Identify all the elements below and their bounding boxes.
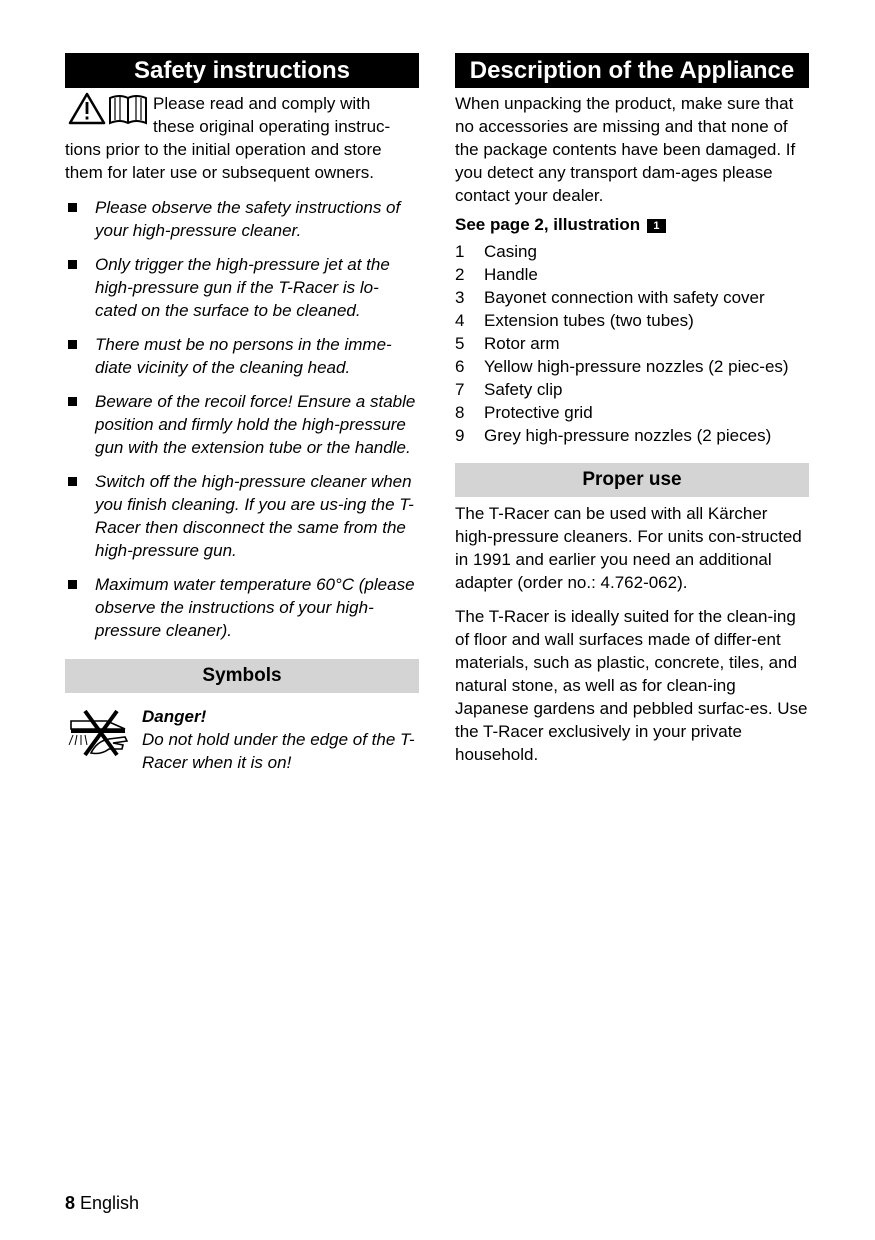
footer-language: English — [80, 1193, 140, 1213]
page-number: 8 — [65, 1193, 76, 1213]
safety-bullet: Beware of the recoil force! Ensure a stable position and firmly hold the high-pressure gun with the extension tube or the handle. — [65, 390, 419, 459]
bullet-square-icon — [68, 477, 77, 486]
danger-title: Danger! — [142, 707, 207, 726]
part-item: 4 Extension tubes (two tubes) — [455, 311, 694, 330]
illustration-number-badge: 1 — [647, 219, 666, 233]
symbols-heading: Symbols — [65, 659, 419, 693]
safety-intro — [65, 92, 419, 184]
part-item: 2 Handle — [455, 265, 538, 284]
safety-bullet: Maximum water temperature 60°C (please observe the instructions of your high-pressure cleaner). — [65, 573, 419, 642]
description-heading: Description of the Appliance — [455, 53, 809, 88]
safety-bullet-list — [65, 196, 419, 642]
intro-line-1: Please read and comply with — [153, 94, 371, 113]
bullet-square-icon — [68, 580, 77, 589]
safety-instructions-column — [65, 53, 419, 774]
hand-under-edge-danger-icon — [67, 707, 131, 757]
danger-description: Do not hold under the edge of the T-Racer when it is on! — [142, 730, 415, 772]
unpacking-paragraph: When unpacking the product, make sure that no accessories are missing and that none of the package contents have been damaged. If you detect any transport dam-ages please contact your dealer. — [455, 94, 796, 205]
part-item: 5 Rotor arm — [455, 334, 560, 353]
proper-use-heading: Proper use — [455, 463, 809, 497]
part-item: 9 Grey high-pressure nozzles (2 pieces) — [455, 426, 772, 445]
description-column — [455, 53, 809, 766]
bullet-square-icon — [68, 260, 77, 269]
intro-line-2: these original operating instruc- — [153, 117, 391, 136]
part-item: 3 Bayonet connection with safety cover — [455, 288, 765, 307]
see-page-reference: See page 2, illustration 1 — [455, 213, 809, 236]
warning-manual-icon — [68, 92, 148, 126]
bullet-square-icon — [68, 397, 77, 406]
bullet-square-icon — [68, 340, 77, 349]
part-item: 6 Yellow high-pressure nozzles (2 piec-es) — [455, 357, 789, 376]
part-item: 1 Casing — [455, 242, 537, 261]
safety-bullet: Only trigger the high-pressure jet at the high-pressure gun if the T-Racer is lo-cated on the surface to be cleaned. — [65, 253, 419, 322]
danger-symbol-row — [65, 705, 419, 774]
safety-bullet: Switch off the high-pressure cleaner when you finish cleaning. If you are us-ing the T-Racer then disconnect the same from the high-pressure gun. — [65, 470, 419, 562]
safety-instructions-heading: Safety instructions — [65, 53, 419, 88]
safety-bullet: Please observe the safety instructions of your high-pressure cleaner. — [65, 196, 419, 242]
safety-bullet: There must be no persons in the imme-diate vicinity of the cleaning head. — [65, 333, 419, 379]
bullet-square-icon — [68, 203, 77, 212]
parts-list — [455, 240, 809, 447]
intro-rest: tions prior to the initial operation and store them for later use or subsequent owners. — [65, 140, 382, 182]
page-footer — [65, 1193, 139, 1214]
proper-use-paragraph-1: The T-Racer can be used with all Kärcher high-pressure cleaners. For units con-structed in 1991 and earlier you need an additional adapter (order no.: 4.762-062). — [455, 504, 802, 592]
part-item: 7 Safety clip — [455, 380, 563, 399]
proper-use-paragraph-2: The T-Racer is ideally suited for the clean-ing of floor and wall surfaces made of differ-ent materials, such as plastic, concrete, tiles, and natural stone, as well as for clean-ing Japanese gardens and pebbled surfac-es. Use the T-Racer exclusively in your private household. — [455, 607, 808, 764]
part-item: 8 Protective grid — [455, 403, 593, 422]
